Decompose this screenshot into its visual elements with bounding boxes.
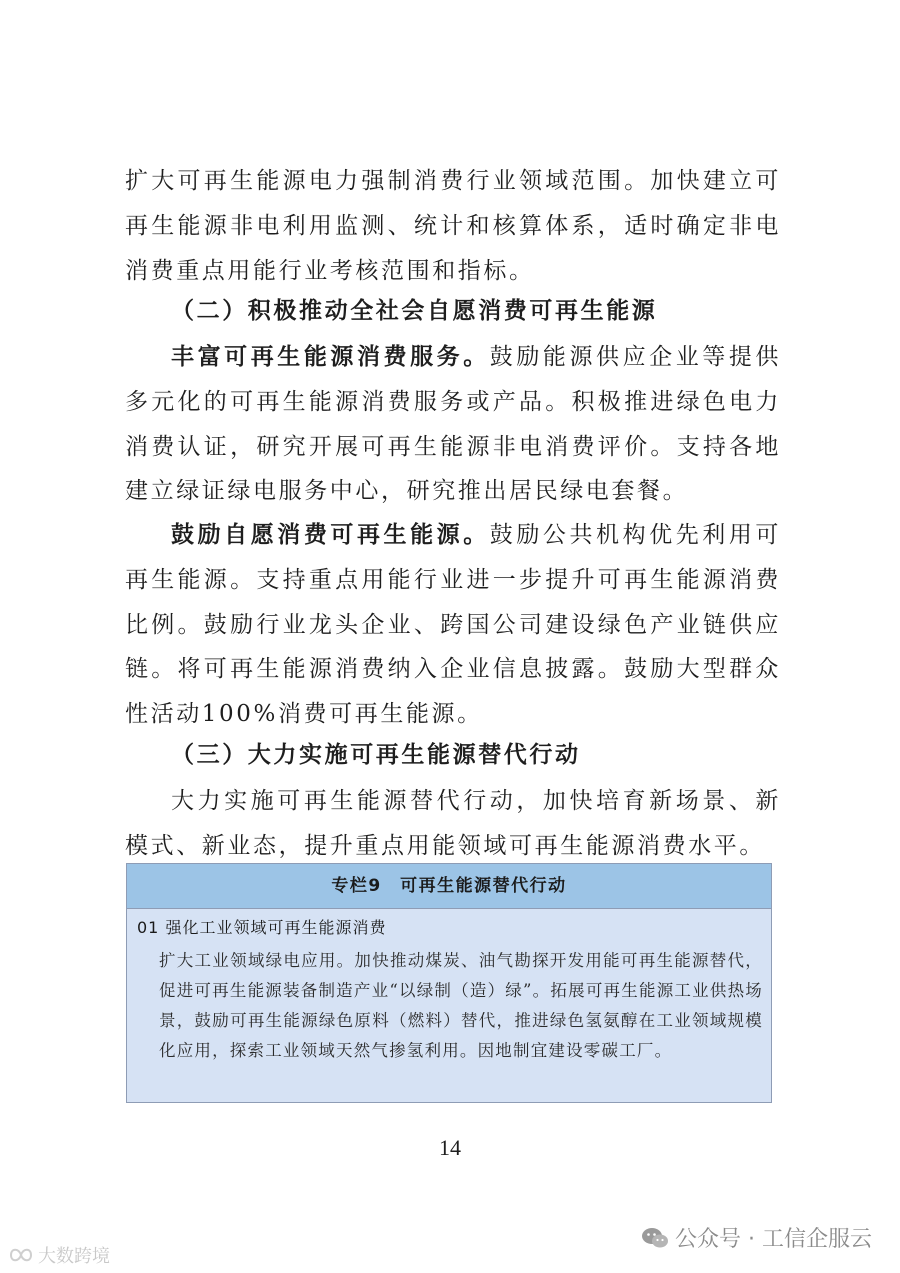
page-number: 14 [439,1135,461,1160]
paragraph-2-lead: 丰富可再生能源消费服务。 [171,344,490,370]
paragraph-2-text: 鼓励能源供应企业等提供多元化的可再生能源消费服务或产品。积极推进绿色电力消费认证，研究开展可再生能源非电消费评价。支持各地建立绿证绿电服务中心，研究推出居民绿电套餐。 [125,344,781,505]
paragraph-2 [125,335,781,514]
watermark-right [641,1222,872,1253]
paragraph-3 [125,513,781,737]
paragraph-3-lead: 鼓励自愿消费可再生能源。 [171,522,490,548]
loop-logo-icon [8,1246,34,1264]
section-heading-2: （二）积极推动全社会自愿消费可再生能源 [171,298,658,324]
section-heading-3: （三）大力实施可再生能源替代行动 [171,742,581,768]
wechat-icon [641,1226,669,1250]
feature-box-subtitle: 01 强化工业领域可再生能源消费 [137,918,387,937]
watermark-right-text: 公众号 · 工信企服云 [675,1227,872,1252]
paragraph-1: 扩大可再生能源电力强制消费行业领域范围。加快建立可再生能源非电利用监测、统计和核算体系，适时确定非电消费重点用能行业考核范围和指标。 [125,168,781,284]
feature-box [126,863,772,1103]
feature-box-title: 专栏9 可再生能源替代行动 [127,864,771,909]
feature-box-body: 扩大工业领域绿电应用。加快推动煤炭、油气勘探开发用能可再生能源替代，促进可再生能源装备制造产业“以绿制（造）绿”。拓展可再生能源工业供热场景，鼓励可再生能源绿色原料（燃料）替代，推进绿色氢氨醇在工业领域规模化应用，探索工业领域天然气掺氢利用。因地制宜建设零碳工厂。 [159,951,763,1060]
watermark-left [8,1242,110,1268]
paragraph-4: 大力实施可再生能源替代行动，加快培育新场景、新模式、新业态，提升重点用能领域可再生能源消费水平。 [125,788,781,859]
watermark-left-text: 大数跨境 [38,1246,110,1267]
paragraph-3-text: 鼓励公共机构优先利用可再生能源。支持重点用能行业进一步提升可再生能源消费比例。鼓励行业龙头企业、跨国公司建设绿色产业链供应链。将可再生能源消费纳入企业信息披露。鼓励大型群众性活动100%消费可再生能源。 [125,522,781,728]
